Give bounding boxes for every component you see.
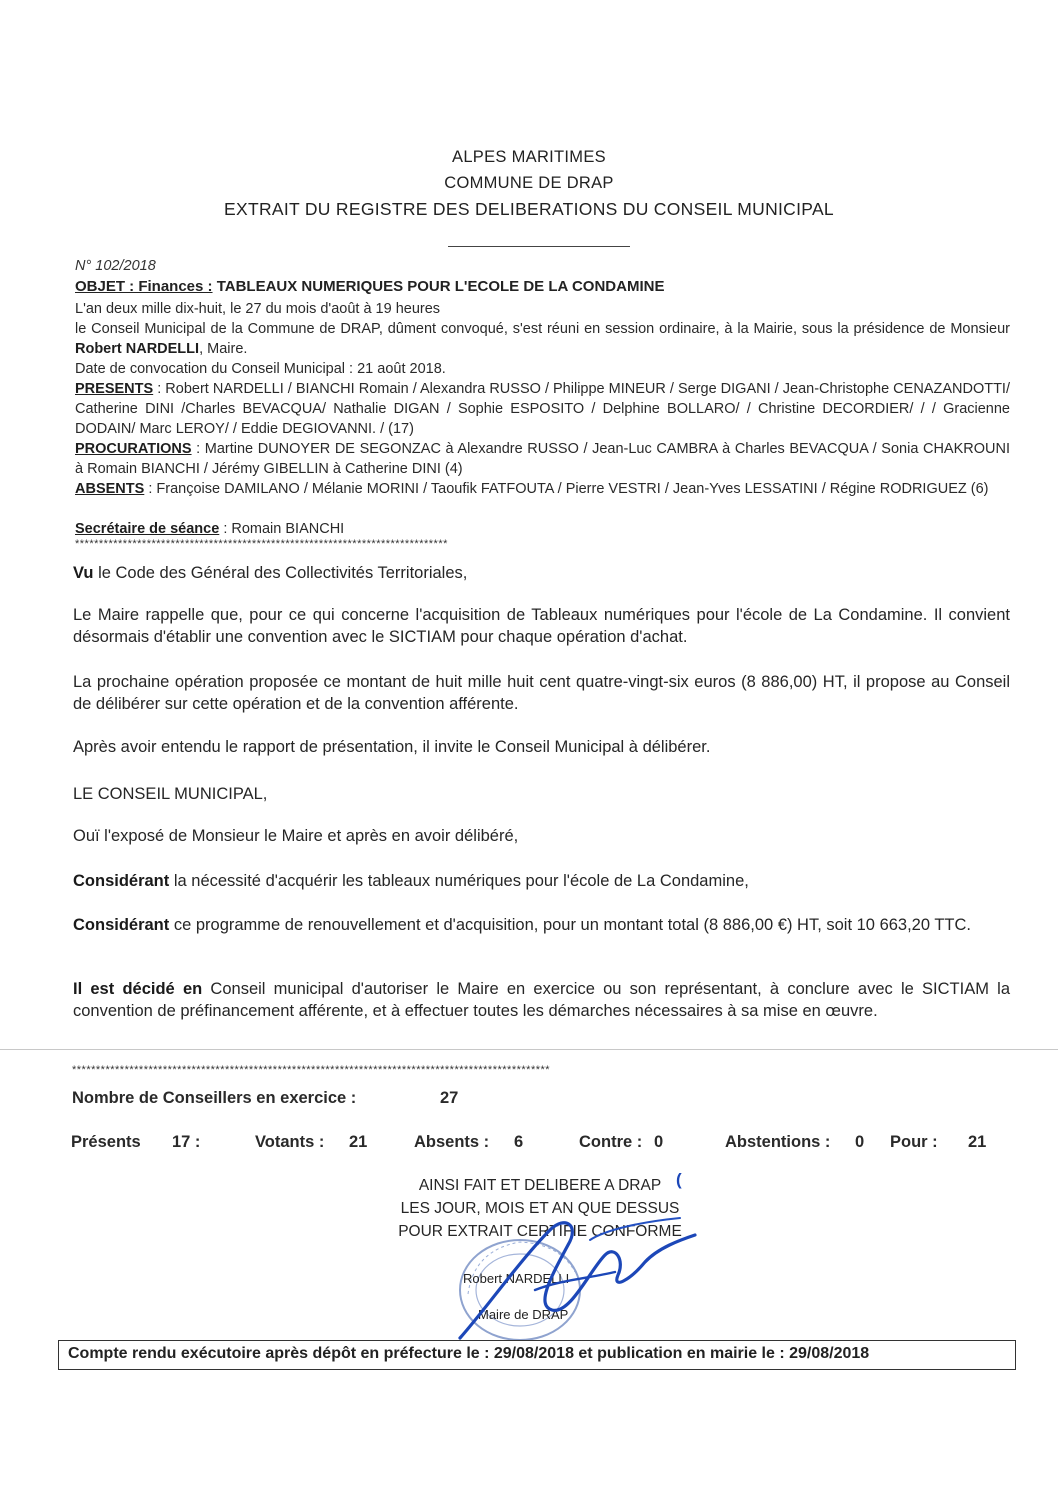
procurations-list: : Martine DUNOYER DE SEGONZAC à Alexandre RUSSO / Jean-Luc CAMBRA à Charles BEVACQUA / Sonia CHAKROUNI à Romain BIANCHI / Jérémy GIBELLIN à Catherine DINI (4) [75,441,1010,477]
abstentions-label: Abstentions : [725,1133,831,1151]
conseillers-value: 27 [440,1089,459,1107]
considerant-2: Considérant ce programme de renouvellement et d'acquisition, pour un montant total (8 886,00 €) HT, soit 10 663,20 TTC. [73,916,971,934]
session-line1: L'an deux mille dix-huit, le 27 du mois d'août à 19 heures [75,301,441,317]
footer-executoire: Compte rendu exécutoire après dépôt en préfecture le : 29/08/2018 et publication en mairie le : 29/08/2018 [68,1345,870,1362]
contre-label: Contre : [579,1133,643,1151]
objet-label: OBJET : Finances : [75,278,213,295]
ink-mark: ( [676,1170,682,1189]
vu-paragraph: Vu le Code des Général des Collectivités Territoriales, [73,564,468,582]
presents-list: : Robert NARDELLI / BIANCHI Romain / Alexandra RUSSO / Philippe MINEUR / Serge DIGANI / Jean-Christophe CENAZANDOTTI/ Catherine DINI /Charles BEVACQUA/ Nathalie DIGAN / Sophie ESPOSITO / Delphine BOLLARO/ / Christine DECORDIER/ / / Gracienne DODAIN/ Marc LEROY/ / Eddie DEGIOVANNI. / (17) [75,381,1010,437]
separator-stars: ****************************************************************************** [75,538,448,550]
header-divider [448,246,630,247]
signature-line-3: POUR EXTRAIT CERTIFIE CONFORME [398,1223,682,1240]
absents-count-value: 6 [514,1133,524,1151]
handwritten-signature [440,1200,720,1350]
presents-count-value: 17 : [172,1133,201,1151]
conseillers-label: Nombre de Conseillers en exercice : [72,1089,357,1107]
signatory-title: Maire de DRAP [478,1307,569,1322]
presents-block [75,379,1010,439]
paragraph-rapport: Après avoir entendu le rapport de présentation, il invite le Conseil Municipal à délibérer. [73,738,711,756]
signature-line-2: LES JOUR, MOIS ET AN QUE DESSUS [400,1200,680,1217]
objet-line [75,278,664,295]
procurations-block [75,439,1010,479]
session-line2: le Conseil Municipal de la Commune de DRAP, dûment convoqué, s'est réuni en session ordinaire, à la Mairie, sous la présidence de Monsieur Robert NARDELLI, Maire. [75,321,1010,357]
presents-label: PRESENTS [75,381,154,397]
decision-paragraph: Il est décidé en Conseil municipal d'autoriser le Maire en exercice ou son représentant, à conclure avec le SICTIAM la convention de préfinancement afférente, et à effectuer toutes les démarches nécessaires à sa mise en œuvre. [73,980,1011,1020]
absents-block [75,479,1010,499]
deliberation-number: N° 102/2018 [75,258,156,274]
objet-text: TABLEAUX NUMERIQUES POUR L'ECOLE DE LA CONDAMINE [216,278,665,295]
secretaire-block [75,519,1010,539]
absents-list: : Françoise DAMILANO / Mélanie MORINI / Taoufik FATFOUTA / Pierre VESTRI / Jean-Yves LESSATINI / Régine RODRIGUEZ (6) [144,481,989,497]
secretaire-label: Secrétaire de séance [75,521,220,537]
paragraph-oui: Ouï l'exposé de Monsieur le Maire et après en avoir délibéré, [73,827,519,845]
procurations-label: PROCURATIONS [75,441,192,457]
header-department: ALPES MARITIMES [452,148,606,166]
pour-value: 21 [968,1133,987,1151]
scan-fold-line [0,1049,1058,1050]
pour-label: Pour : [890,1133,938,1151]
votants-value: 21 [349,1133,368,1151]
paragraph-operation: La prochaine opération proposée ce montant de huit mille huit cent quatre-vingt-six euros (8 886,00) HT, il propose au Conseil de délibérer sur cette opération et de la convention afférente. [73,673,1010,713]
convocation-date: Date de convocation du Conseil Municipal : 21 août 2018. [75,361,446,377]
votants-label: Votants : [255,1133,325,1151]
absents-count-label: Absents : [414,1133,490,1151]
considerant-1: Considérant la nécessité d'acquérir les tableaux numériques pour l'école de La Condamine, [73,872,749,890]
conseil-municipal-heading: LE CONSEIL MUNICIPAL, [73,785,268,803]
signature-line-1: AINSI FAIT ET DELIBERE A DRAP [418,1177,662,1194]
paragraph-rappel: Le Maire rappelle que, pour ce qui concerne l'acquisition de Tableaux numériques pour l'école de La Condamine. Il convient désormais d'établir une convention avec le SICTIAM pour chaque opération d'achat. [73,606,1010,646]
secretaire-name: : Romain BIANCHI [219,521,345,537]
absents-label: ABSENTS [75,481,145,497]
presents-count-label: Présents [71,1133,141,1151]
contre-value: 0 [654,1133,664,1151]
header-title: EXTRAIT DU REGISTRE DES DELIBERATIONS DU CONSEIL MUNICIPAL [224,199,834,219]
separator-stars-2: **************************************************************************************************** [72,1064,551,1076]
signatory-name: Robert NARDELLI [463,1271,570,1286]
abstentions-value: 0 [855,1133,865,1151]
president-name: Robert NARDELLI [75,341,200,357]
header-commune: COMMUNE DE DRAP [444,174,614,192]
